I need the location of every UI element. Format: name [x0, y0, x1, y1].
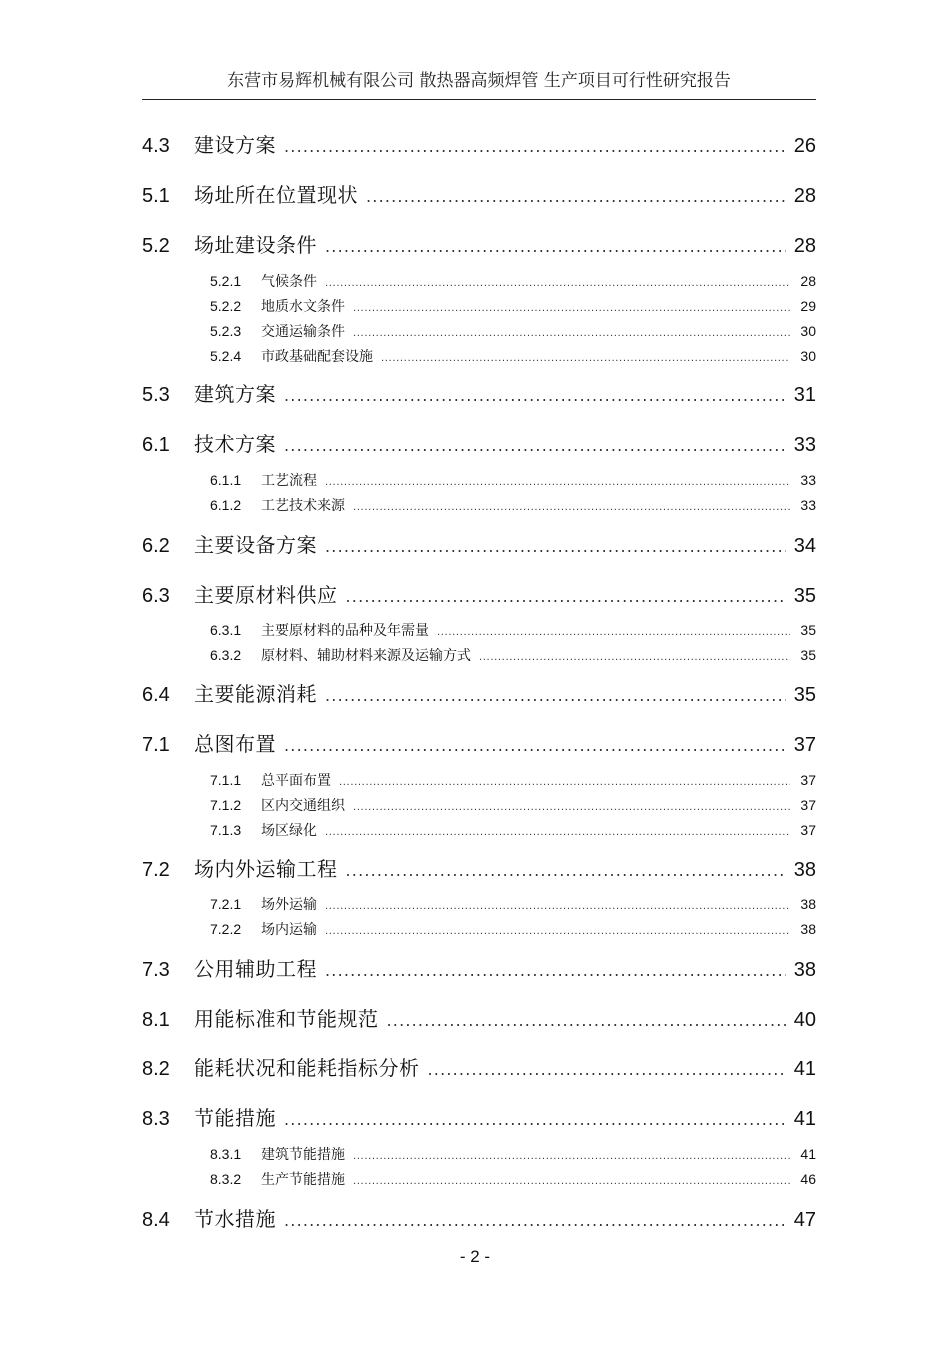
- toc-entry-page: 28: [793, 235, 816, 257]
- toc-entry-number: 6.3.1: [210, 622, 242, 638]
- toc-entry-title: 主要能源消耗: [194, 682, 317, 706]
- toc-entry-number: 8.3.2: [210, 1171, 242, 1187]
- toc-subentry[interactable]: [142, 346, 816, 366]
- toc-dot-leader: [284, 436, 786, 455]
- toc-entry-page: 38: [793, 859, 816, 881]
- toc-dot-leader: [325, 961, 786, 980]
- toc-entry-page: 47: [793, 1209, 816, 1231]
- toc-entry-page: 28: [800, 273, 816, 289]
- toc-subentry[interactable]: [142, 894, 816, 914]
- toc-entry-page: 37: [800, 797, 816, 813]
- toc-entry-title: 节能措施: [194, 1106, 276, 1130]
- toc-entry[interactable]: [142, 953, 816, 982]
- toc-entry-number: 4.3: [142, 135, 170, 157]
- toc-entry[interactable]: [142, 1203, 816, 1232]
- toc-entry-number: 5.2.4: [210, 348, 242, 364]
- toc-subentry[interactable]: [142, 820, 816, 840]
- toc-entry[interactable]: [142, 579, 816, 608]
- toc-entry-page: 37: [800, 772, 816, 788]
- toc-entry[interactable]: [142, 229, 816, 258]
- toc-dot-leader: [284, 386, 786, 405]
- toc-dot-leader: [353, 328, 790, 339]
- toc-entry-page: 30: [800, 348, 816, 364]
- toc-entry[interactable]: [142, 853, 816, 882]
- toc-dot-leader: [366, 187, 786, 206]
- toc-dot-leader: [353, 802, 790, 813]
- toc-entry-title: 建设方案: [194, 133, 276, 157]
- toc-entry-title: 场区绿化: [261, 823, 317, 839]
- toc-entry-number: 6.3: [142, 585, 170, 607]
- toc-subentry[interactable]: [142, 919, 816, 939]
- toc-entry-page: 34: [793, 535, 816, 557]
- toc-entry-page: 26: [793, 135, 816, 157]
- toc-dot-leader: [346, 861, 787, 880]
- toc-entry-title: 工艺流程: [261, 473, 317, 489]
- toc-entry-title: 交通运输条件: [261, 324, 345, 340]
- toc-entry[interactable]: [142, 529, 816, 558]
- toc-dot-leader: [437, 627, 790, 638]
- toc-entry-number: 5.1: [142, 185, 170, 207]
- toc-dot-leader: [325, 237, 786, 256]
- toc-entry-title: 技术方案: [194, 432, 276, 456]
- toc-dot-leader: [353, 502, 790, 513]
- toc-entry[interactable]: [142, 179, 816, 208]
- toc-entry-title: 原材料、辅助材料来源及运输方式: [261, 648, 471, 664]
- toc-dot-leader: [284, 736, 786, 755]
- toc-entry-number: 6.2: [142, 535, 170, 557]
- toc-entry-page: 38: [800, 921, 816, 937]
- toc-entry-page: 37: [793, 734, 816, 756]
- toc-entry-title: 场址所在位置现状: [194, 183, 358, 207]
- toc-entry-number: 7.2.2: [210, 921, 242, 937]
- toc-entry-page: 35: [800, 622, 816, 638]
- toc-entry[interactable]: [142, 678, 816, 707]
- toc-dot-leader: [325, 477, 790, 488]
- toc-entry-title: 主要原材料的品种及年需量: [261, 623, 429, 639]
- toc-dot-leader: [325, 537, 786, 556]
- toc-entry-number: 5.2.1: [210, 273, 242, 289]
- toc-entry-number: 6.3.2: [210, 647, 242, 663]
- toc-entry-number: 6.1.2: [210, 497, 242, 513]
- toc-entry-number: 7.2: [142, 859, 170, 881]
- toc-subentry[interactable]: [142, 645, 816, 665]
- toc-entry[interactable]: [142, 1102, 816, 1131]
- toc-entry-page: 46: [800, 1171, 816, 1187]
- toc-entry[interactable]: [142, 428, 816, 457]
- toc-entry-page: 35: [800, 647, 816, 663]
- toc-entry-page: 41: [800, 1146, 816, 1162]
- toc-entry-page: 33: [793, 434, 816, 456]
- toc-dot-leader: [325, 686, 786, 705]
- toc-dot-leader: [325, 827, 790, 838]
- toc-entry-title: 生产节能措施: [261, 1172, 345, 1188]
- toc-entry[interactable]: [142, 378, 816, 407]
- toc-dot-leader: [284, 137, 786, 156]
- toc-entry-number: 8.1: [142, 1009, 170, 1031]
- toc-entry-page: 41: [793, 1058, 816, 1080]
- toc-entry-page: 30: [800, 323, 816, 339]
- toc-entry-number: 8.3.1: [210, 1146, 242, 1162]
- toc-entry-number: 6.1: [142, 434, 170, 456]
- toc-entry-page: 38: [793, 959, 816, 981]
- toc-entry-number: 7.1.3: [210, 822, 242, 838]
- toc-dot-leader: [284, 1211, 786, 1230]
- toc-entry-page: 37: [800, 822, 816, 838]
- toc-entry-number: 7.1.1: [210, 772, 242, 788]
- toc-entry-title: 区内交通组织: [261, 798, 345, 814]
- toc-entry-page: 31: [793, 384, 816, 406]
- toc-entry-number: 5.3: [142, 384, 170, 406]
- toc-entry-number: 7.1: [142, 734, 170, 756]
- toc-dot-leader: [479, 652, 790, 663]
- toc-subentry[interactable]: [142, 1169, 816, 1189]
- toc-dot-leader: [381, 353, 790, 364]
- toc-entry-page: 29: [800, 298, 816, 314]
- toc-entry-number: 7.1.2: [210, 797, 242, 813]
- toc-entry-page: 38: [800, 896, 816, 912]
- toc-entry-title: 建筑节能措施: [261, 1147, 345, 1163]
- toc-entry-title: 节水措施: [194, 1207, 276, 1231]
- toc-entry-number: 5.2.3: [210, 323, 242, 339]
- toc-entry-title: 市政基础配套设施: [261, 349, 373, 365]
- toc-entry-title: 场内运输: [261, 922, 317, 938]
- toc-entry-page: 35: [793, 585, 816, 607]
- toc-entry-page: 28: [793, 185, 816, 207]
- toc-entry-number: 8.3: [142, 1108, 170, 1130]
- toc-subentry[interactable]: [142, 1144, 816, 1164]
- toc-dot-leader: [339, 777, 790, 788]
- toc-entry-page: 35: [793, 684, 816, 706]
- toc-entry-title: 主要原材料供应: [194, 583, 338, 607]
- toc-dot-leader: [353, 1176, 790, 1187]
- toc-dot-leader: [346, 587, 787, 606]
- toc-subentry[interactable]: [142, 795, 816, 815]
- toc-subentry[interactable]: [142, 770, 816, 790]
- toc-entry-number: 5.2.2: [210, 298, 242, 314]
- toc-entry-title: 场址建设条件: [194, 233, 317, 257]
- toc-entry-number: 5.2: [142, 235, 170, 257]
- toc-dot-leader: [428, 1060, 787, 1079]
- toc-subentry[interactable]: [142, 620, 816, 640]
- toc-entry-number: 6.1.1: [210, 472, 242, 488]
- toc-subentry[interactable]: [142, 321, 816, 341]
- toc-entry-page: 33: [800, 497, 816, 513]
- toc-dot-leader: [325, 926, 790, 937]
- toc-entry[interactable]: [142, 129, 816, 158]
- toc-entry-title: 主要设备方案: [194, 533, 317, 557]
- running-header: 东营市易辉机械有限公司 散热器高频焊管 生产项目可行性研究报告: [142, 66, 816, 100]
- toc-entry-title: 公用辅助工程: [194, 957, 317, 981]
- toc-subentry[interactable]: [142, 470, 816, 490]
- toc-entry[interactable]: [142, 728, 816, 757]
- toc-entry-title: 总平面布置: [261, 773, 331, 789]
- toc-dot-leader: [387, 1011, 787, 1030]
- toc-dot-leader: [284, 1110, 786, 1129]
- toc-entry-page: 40: [793, 1009, 816, 1031]
- toc-entry[interactable]: [142, 1052, 816, 1081]
- page-number: - 2 -: [459, 1247, 491, 1266]
- toc-subentry[interactable]: [142, 271, 816, 291]
- toc-dot-leader: [325, 901, 790, 912]
- toc-entry-page: 33: [800, 472, 816, 488]
- toc-entry-number: 6.4: [142, 684, 170, 706]
- toc-entry-title: 场内外运输工程: [194, 857, 338, 881]
- toc-subentry[interactable]: [142, 296, 816, 316]
- toc-entry-number: 8.4: [142, 1209, 170, 1231]
- toc-entry-title: 气候条件: [261, 274, 317, 290]
- toc-entry-title: 能耗状况和能耗指标分析: [194, 1056, 420, 1080]
- toc-entry-title: 总图布置: [194, 732, 276, 756]
- toc-entry-number: 7.3: [142, 959, 170, 981]
- toc-entry-title: 用能标准和节能规范: [194, 1007, 379, 1031]
- toc-subentry[interactable]: [142, 495, 816, 515]
- toc-dot-leader: [325, 278, 790, 289]
- toc-entry-title: 工艺技术来源: [261, 498, 345, 514]
- toc-entry-title: 建筑方案: [194, 382, 276, 406]
- toc-entry-number: 8.2: [142, 1058, 170, 1080]
- toc-entry-page: 41: [793, 1108, 816, 1130]
- toc-entry-title: 地质水文条件: [261, 299, 345, 315]
- toc-entry[interactable]: [142, 1003, 816, 1032]
- toc-dot-leader: [353, 1151, 790, 1162]
- toc-dot-leader: [353, 303, 790, 314]
- toc-entry-number: 7.2.1: [210, 896, 242, 912]
- toc-entry-title: 场外运输: [261, 897, 317, 913]
